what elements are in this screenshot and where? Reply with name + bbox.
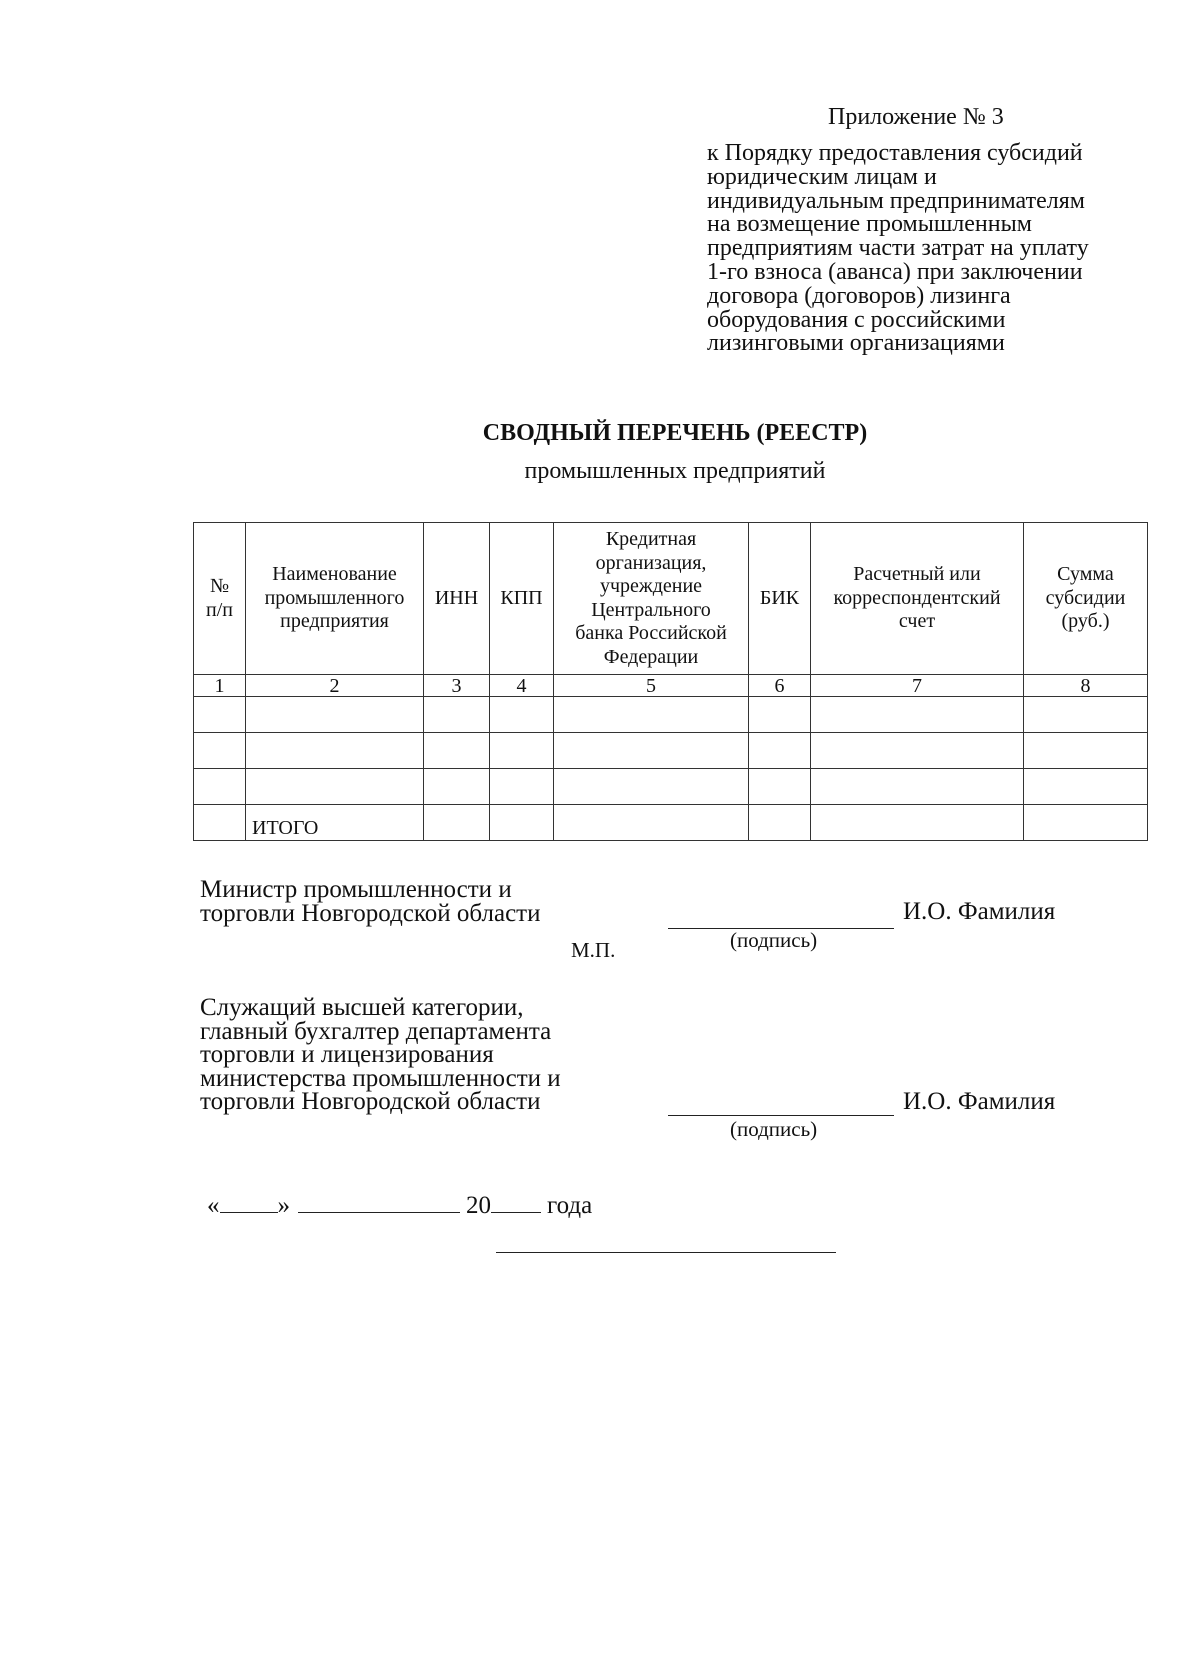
- table-row: [194, 769, 1148, 805]
- date-line: [207, 1190, 592, 1220]
- table-cell[interactable]: [749, 769, 811, 805]
- header-text: учреждение: [599, 575, 703, 597]
- header-text: корреспондентский: [833, 586, 1001, 609]
- table-cell[interactable]: [490, 697, 554, 733]
- signer2-signature-caption: (подпись): [730, 1117, 818, 1141]
- header-text: ИНН: [434, 586, 479, 609]
- header-cell-account: [811, 523, 1024, 675]
- appendix-line: предприятиям части затрат на уплату: [707, 235, 1089, 262]
- table-cell[interactable]: [490, 805, 554, 841]
- appendix-title: Приложение № 3: [828, 104, 1004, 130]
- table-cell[interactable]: [1024, 733, 1148, 769]
- table-cell[interactable]: [811, 769, 1024, 805]
- signer1-position: [200, 878, 540, 925]
- header-cell-bik: [749, 523, 811, 675]
- table-cell[interactable]: [749, 733, 811, 769]
- signer1-position-line: торговли Новгородской области: [200, 899, 541, 927]
- table-cell[interactable]: [1024, 697, 1148, 733]
- table-cell[interactable]: [246, 769, 424, 805]
- header-text: Наименование: [272, 563, 397, 586]
- header-text: п/п: [206, 598, 233, 621]
- signer1-signature-caption: (подпись): [730, 928, 818, 952]
- total-label: ИТОГО: [246, 805, 424, 841]
- header-text: банка Российской: [575, 622, 727, 644]
- column-number: 3: [424, 675, 490, 697]
- signer2-position-line: Служащий высшей категории,: [200, 994, 524, 1021]
- table-cell[interactable]: [424, 733, 490, 769]
- header-text: Сумма: [1057, 563, 1114, 586]
- header-text: (руб.): [1061, 610, 1110, 633]
- column-number: 6: [749, 675, 811, 697]
- header-cell-number: [194, 523, 246, 675]
- column-number: 2: [246, 675, 424, 697]
- table-cell[interactable]: [554, 805, 749, 841]
- table-row: [194, 697, 1148, 733]
- table-cell[interactable]: [811, 805, 1024, 841]
- signer2-signature-line[interactable]: [668, 1115, 894, 1116]
- document-heading: СВОДНЫЙ ПЕРЕЧЕНЬ (РЕЕСТР): [482, 420, 868, 446]
- table-cell[interactable]: [490, 769, 554, 805]
- signer2-position: [200, 996, 561, 1114]
- appendix-line: договора (договоров) лизинга: [707, 282, 1011, 309]
- header-text: Кредитная: [605, 528, 697, 550]
- header-text: Центрального: [591, 598, 711, 621]
- appendix-line: индивидуальным предпринимателям: [707, 187, 1085, 214]
- appendix-description: [707, 142, 1187, 356]
- date-year-suffix: года: [547, 1192, 593, 1219]
- date-month-field[interactable]: [298, 1190, 460, 1213]
- header-cell-enterprise-name: [246, 523, 424, 675]
- table-cell[interactable]: [194, 697, 246, 733]
- appendix-line: к Порядку предоставления субсидий: [707, 140, 1083, 166]
- table-row: [194, 733, 1148, 769]
- header-text: Расчетный или: [853, 563, 981, 586]
- column-number: 1: [194, 675, 246, 697]
- header-text: Федерации: [603, 645, 699, 668]
- table-cell[interactable]: [194, 733, 246, 769]
- column-number-row: [194, 675, 1148, 697]
- column-number: 4: [490, 675, 554, 697]
- signer1-position-line: Министр промышленности и: [200, 876, 512, 903]
- date-year-prefix: 20: [466, 1192, 491, 1219]
- appendix-line: 1-го взноса (аванса) при заключении: [707, 258, 1083, 285]
- table-cell[interactable]: [246, 733, 424, 769]
- registry-table: [193, 522, 1148, 841]
- table-cell[interactable]: [194, 805, 246, 841]
- signer2-position-line: главный бухгалтер департамента: [200, 1017, 552, 1045]
- date-close-quote: »: [277, 1192, 290, 1219]
- table-cell[interactable]: [246, 697, 424, 733]
- table-header-row: [194, 523, 1148, 675]
- table-cell[interactable]: [1024, 805, 1148, 841]
- signer2-name: И.О. Фамилия: [903, 1088, 1056, 1115]
- signer1-name: И.О. Фамилия: [903, 898, 1056, 925]
- table-cell[interactable]: [554, 769, 749, 805]
- signer2-position-line: министерства промышленности и: [200, 1064, 561, 1092]
- header-text: КПП: [500, 586, 543, 609]
- header-text: БИК: [759, 586, 800, 609]
- table-total-row: [194, 805, 1148, 841]
- appendix-line: на возмещение промышленным: [707, 211, 1032, 238]
- header-text: организация,: [595, 551, 707, 574]
- table-cell[interactable]: [811, 733, 1024, 769]
- header-cell-kpp: [490, 523, 554, 675]
- document-subheading: промышленных предприятий: [524, 458, 826, 484]
- table-cell[interactable]: [424, 805, 490, 841]
- appendix-line: юридическим лицам и: [707, 163, 937, 190]
- signer2-position-line: торговли Новгородской области: [200, 1088, 541, 1115]
- header-text: №: [209, 575, 230, 597]
- date-year-field[interactable]: [491, 1190, 541, 1213]
- column-number: 7: [811, 675, 1024, 697]
- header-text: счет: [898, 610, 936, 633]
- appendix-line: оборудования с российскими: [707, 306, 1006, 333]
- stamp-label: М.П.: [571, 938, 616, 962]
- table-cell[interactable]: [490, 733, 554, 769]
- bottom-rule: [496, 1252, 836, 1253]
- column-number: 5: [554, 675, 749, 697]
- date-open-quote: «: [207, 1192, 220, 1219]
- table-cell[interactable]: [424, 697, 490, 733]
- header-cell-subsidy-amount: [1024, 523, 1148, 675]
- table-cell[interactable]: [554, 697, 749, 733]
- table-cell[interactable]: [749, 697, 811, 733]
- table-cell[interactable]: [811, 697, 1024, 733]
- header-text: промышленного: [264, 586, 405, 609]
- table-cell[interactable]: [749, 805, 811, 841]
- appendix-line: лизинговыми организациями: [707, 330, 1005, 357]
- table-cell[interactable]: [1024, 769, 1148, 805]
- table-cell[interactable]: [194, 769, 246, 805]
- date-day-field[interactable]: [220, 1190, 278, 1213]
- header-text: предприятия: [280, 610, 389, 633]
- table-cell[interactable]: [424, 769, 490, 805]
- column-number: 8: [1024, 675, 1148, 697]
- header-text: субсидии: [1045, 586, 1126, 609]
- header-cell-inn: [424, 523, 490, 675]
- signer2-position-line: торговли и лицензирования: [200, 1041, 494, 1068]
- header-cell-credit-organization: [554, 523, 749, 675]
- table-cell[interactable]: [554, 733, 749, 769]
